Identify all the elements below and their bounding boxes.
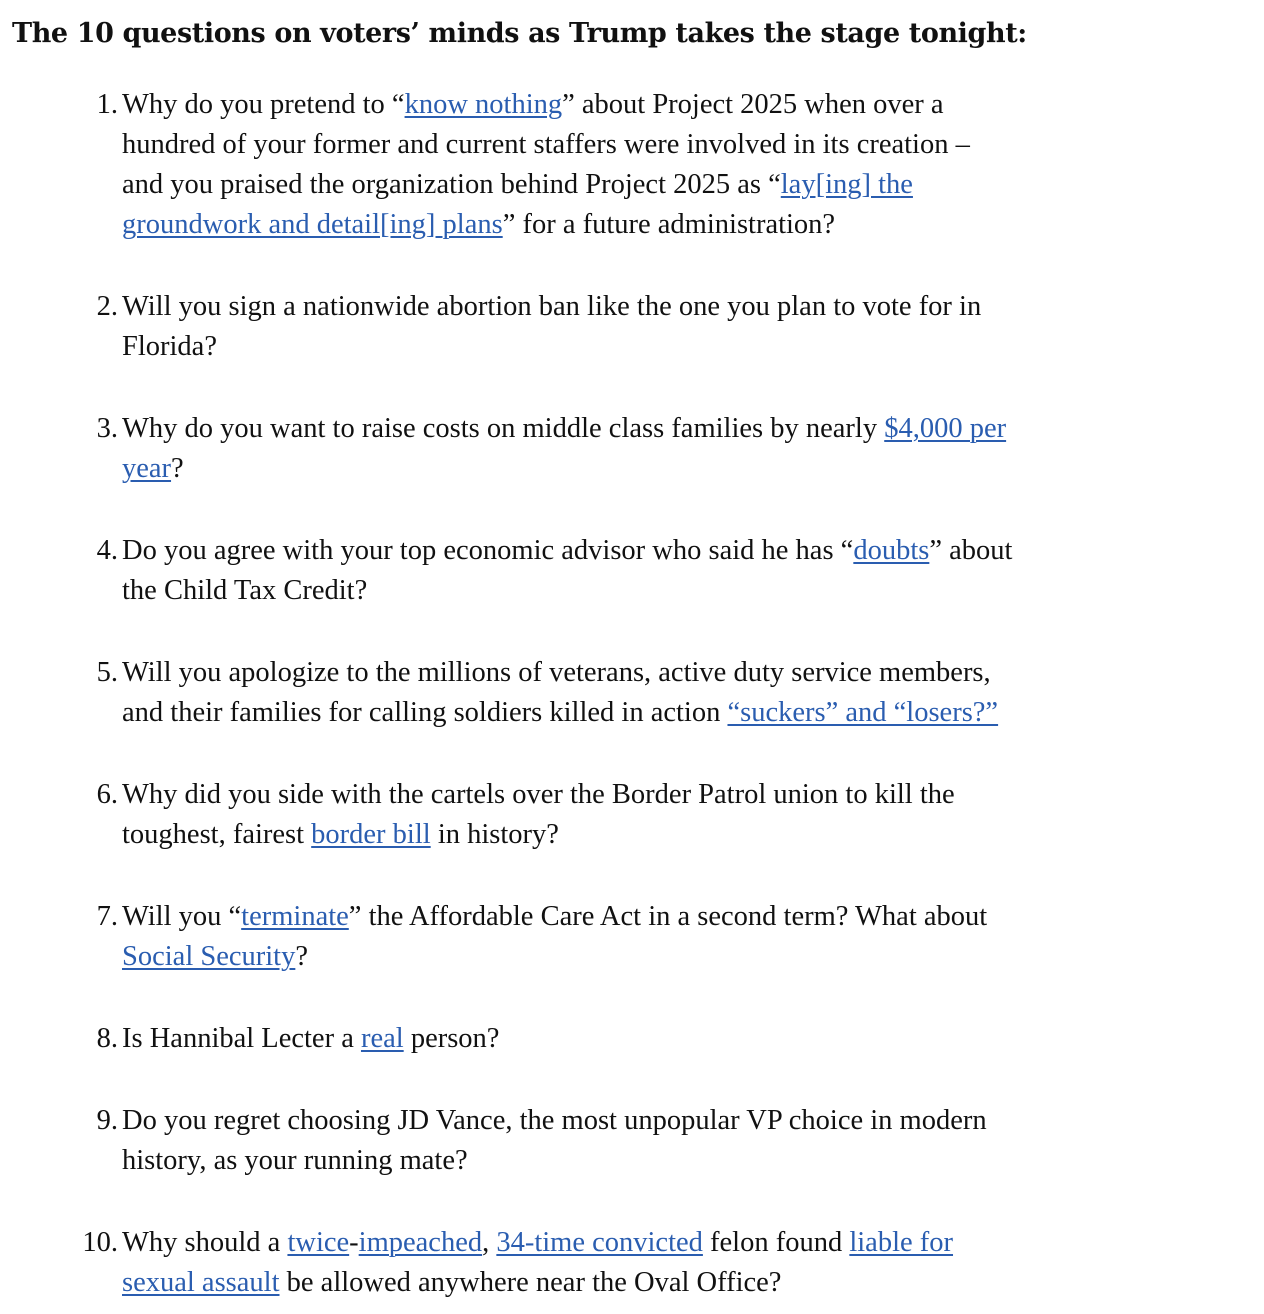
source-link[interactable]: year: [122, 453, 172, 484]
page-title: The 10 questions on voters’ minds as Trump takes the stage tonight:: [12, 18, 1027, 49]
question-text-segment: Why do you pretend to “: [122, 89, 405, 120]
question-text-segment: Florida?: [122, 331, 217, 362]
question-text-segment: -: [349, 1227, 359, 1258]
question-text-segment: felon found: [702, 1227, 850, 1258]
question-line: [122, 1223, 1237, 1263]
question-text-segment: ?: [171, 453, 184, 484]
question-text-segment: Why do you want to raise costs on middle class families by nearly: [122, 413, 885, 444]
question-text-segment: be allowed anywhere near the Oval Office?: [279, 1267, 782, 1298]
question-text: [122, 1019, 1237, 1059]
source-link[interactable]: “suckers” and “losers?”: [727, 697, 999, 728]
question-text: [122, 775, 1237, 855]
question-text-segment: toughest, fairest: [122, 819, 312, 850]
question-line: [122, 693, 1237, 733]
question-line: [122, 165, 1237, 205]
question-line: [122, 531, 1237, 571]
question-text-segment: ,: [482, 1227, 497, 1258]
source-link[interactable]: doubts: [853, 535, 930, 566]
question-text-segment: ” for a future administration?: [502, 209, 836, 240]
source-link[interactable]: sexual assault: [122, 1267, 280, 1298]
question-line: [122, 287, 1237, 327]
question-line: [122, 653, 1237, 693]
question-text: [122, 409, 1237, 489]
source-link[interactable]: liable for: [849, 1227, 954, 1258]
question-line: [122, 205, 1237, 245]
question-text-segment: Why should a: [122, 1227, 288, 1258]
question-number: 8.: [96, 1023, 118, 1054]
source-link[interactable]: Social Security: [122, 941, 296, 972]
question-number: 1.: [96, 89, 118, 120]
question-text-segment: Why did you side with the cartels over the Border Patrol union to kill the: [122, 779, 955, 810]
source-link[interactable]: groundwork and detail[ing] plans: [122, 209, 503, 240]
question-line: [122, 937, 1237, 977]
source-link[interactable]: 34-time convicted: [496, 1227, 703, 1258]
question-text-segment: Will you apologize to the millions of veterans, active duty service members,: [122, 657, 991, 688]
question-number: 2.: [96, 291, 118, 322]
question-text-segment: in history?: [430, 819, 559, 850]
question-line: [122, 1141, 1237, 1181]
question-text-segment: hundred of your former and current staffers were involved in its creation –: [122, 129, 970, 160]
source-link[interactable]: real: [360, 1023, 404, 1054]
question-number: 5.: [96, 657, 118, 688]
question-number: 6.: [96, 779, 118, 810]
source-link[interactable]: know nothing: [404, 89, 563, 120]
question-line: [122, 1101, 1237, 1141]
question-text-segment: ” the Affordable Care Act in a second term? What about: [348, 901, 988, 932]
question-line: [122, 409, 1237, 449]
question-number: 9.: [96, 1105, 118, 1136]
question-line: [122, 1019, 1237, 1059]
question-text-segment: ” about: [929, 535, 1013, 566]
question-line: [122, 1263, 1237, 1303]
source-link[interactable]: twice: [287, 1227, 350, 1258]
question-text-segment: ” about Project 2025 when over a: [562, 89, 944, 120]
question-line: [122, 897, 1237, 937]
question-line: [122, 125, 1237, 165]
question-text-segment: Will you sign a nationwide abortion ban like the one you plan to vote for in: [122, 291, 982, 322]
question-text-segment: and you praised the organization behind Project 2025 as “: [122, 169, 781, 200]
question-text: [122, 1101, 1237, 1181]
question-number: 7.: [96, 901, 118, 932]
question-text-segment: Is Hannibal Lecter a: [122, 1023, 361, 1054]
question-text-segment: Do you agree with your top economic advisor who said he has “: [122, 535, 854, 566]
question-text-segment: ?: [295, 941, 308, 972]
question-text-segment: person?: [403, 1023, 500, 1054]
question-line: [122, 327, 1237, 367]
question-text-segment: and their families for calling soldiers killed in action: [122, 697, 728, 728]
question-line: [122, 571, 1237, 611]
question-text-segment: Do you regret choosing JD Vance, the most unpopular VP choice in modern: [122, 1105, 987, 1136]
question-text: [122, 897, 1237, 977]
question-text-segment: Will you “: [122, 901, 242, 932]
question-number: 4.: [96, 535, 118, 566]
question-number: 3.: [96, 413, 118, 444]
question-text: [122, 85, 1237, 245]
source-link[interactable]: terminate: [241, 901, 349, 932]
question-text: [122, 531, 1237, 611]
question-text: [122, 1223, 1237, 1303]
question-text-segment: history, as your running mate?: [122, 1145, 468, 1176]
question-line: [122, 775, 1237, 815]
source-link[interactable]: lay[ing] the: [780, 169, 913, 200]
question-number: 10.: [82, 1227, 118, 1258]
question-text: [122, 653, 1237, 733]
question-line: [122, 85, 1237, 125]
question-text-segment: the Child Tax Credit?: [122, 575, 368, 606]
question-line: [122, 449, 1237, 489]
question-line: [122, 815, 1237, 855]
question-text: [122, 287, 1237, 367]
source-link[interactable]: $4,000 per: [884, 413, 1007, 444]
source-link[interactable]: impeached: [358, 1227, 483, 1258]
source-link[interactable]: border bill: [311, 819, 431, 850]
